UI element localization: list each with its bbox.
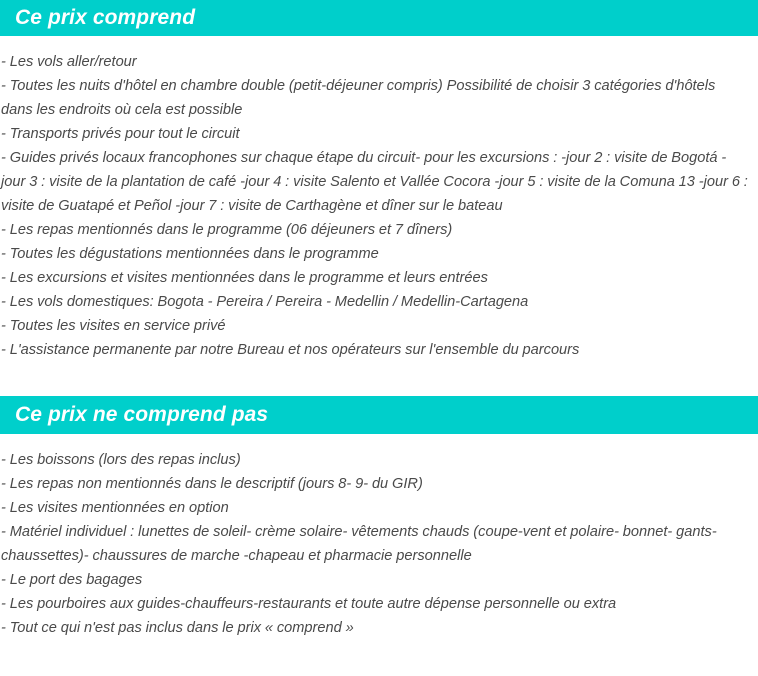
list-item: - Les boissons (lors des repas inclus) bbox=[1, 452, 241, 468]
list-item: - Les vols domestiques: Bogota - Pereira / Pereira - Medellin / Medellin-Cartagena bbox=[1, 294, 529, 310]
list-item: - Le port des bagages bbox=[1, 572, 143, 588]
list-item: - Les repas non mentionnés dans le descriptif (jours 8- 9- du GIR) bbox=[1, 476, 423, 492]
list-item: - Toutes les dégustations mentionnées dans le programme bbox=[1, 246, 379, 262]
section-spacer bbox=[0, 362, 758, 396]
section-body-included bbox=[0, 36, 758, 362]
list-item: - Guides privés locaux francophones sur chaque étape du circuit- pour les excursions : -jour 2 : visite de Bogotá -jour 3 : visite de la plantation de café -jour 4 : visite Salento et Vallée Cocora -jour 5 : visite de la Comuna 13 -jour 6 : visite de Guatapé et Peñol -jour 7 : visite de Carthagène et dîner sur le bateau bbox=[1, 150, 748, 214]
list-item: - Toutes les visites en service privé bbox=[1, 318, 226, 334]
section-heading-included: Ce prix comprend bbox=[0, 0, 758, 36]
list-item: - L'assistance permanente par notre Bureau et nos opérateurs sur l'ensemble du parcours bbox=[1, 342, 580, 358]
list-item: - Les visites mentionnées en option bbox=[1, 500, 229, 516]
list-item: - Les vols aller/retour bbox=[1, 54, 137, 70]
list-item: - Les excursions et visites mentionnées dans le programme et leurs entrées bbox=[1, 270, 488, 286]
section-heading-excluded: Ce prix ne comprend pas bbox=[0, 396, 758, 434]
list-item: - Les repas mentionnés dans le programme (06 déjeuners et 7 dîners) bbox=[1, 222, 453, 238]
section-body-excluded bbox=[0, 434, 758, 640]
list-item: - Toutes les nuits d'hôtel en chambre double (petit-déjeuner compris) Possibilité de choisir 3 catégories d'hôtels dans les endroits où cela est possible bbox=[1, 78, 716, 118]
list-item: - Tout ce qui n'est pas inclus dans le prix « comprend » bbox=[1, 620, 354, 636]
list-item: - Les pourboires aux guides-chauffeurs-restaurants et toute autre dépense personnelle ou extra bbox=[1, 596, 617, 612]
list-item: - Matériel individuel : lunettes de soleil- crème solaire- vêtements chauds (coupe-vent et polaire- bonnet- gants-chaussettes)- chaussures de marche -chapeau et pharmacie personnelle bbox=[1, 524, 717, 564]
section-price-excluded bbox=[0, 396, 758, 640]
list-item: - Transports privés pour tout le circuit bbox=[1, 126, 240, 142]
